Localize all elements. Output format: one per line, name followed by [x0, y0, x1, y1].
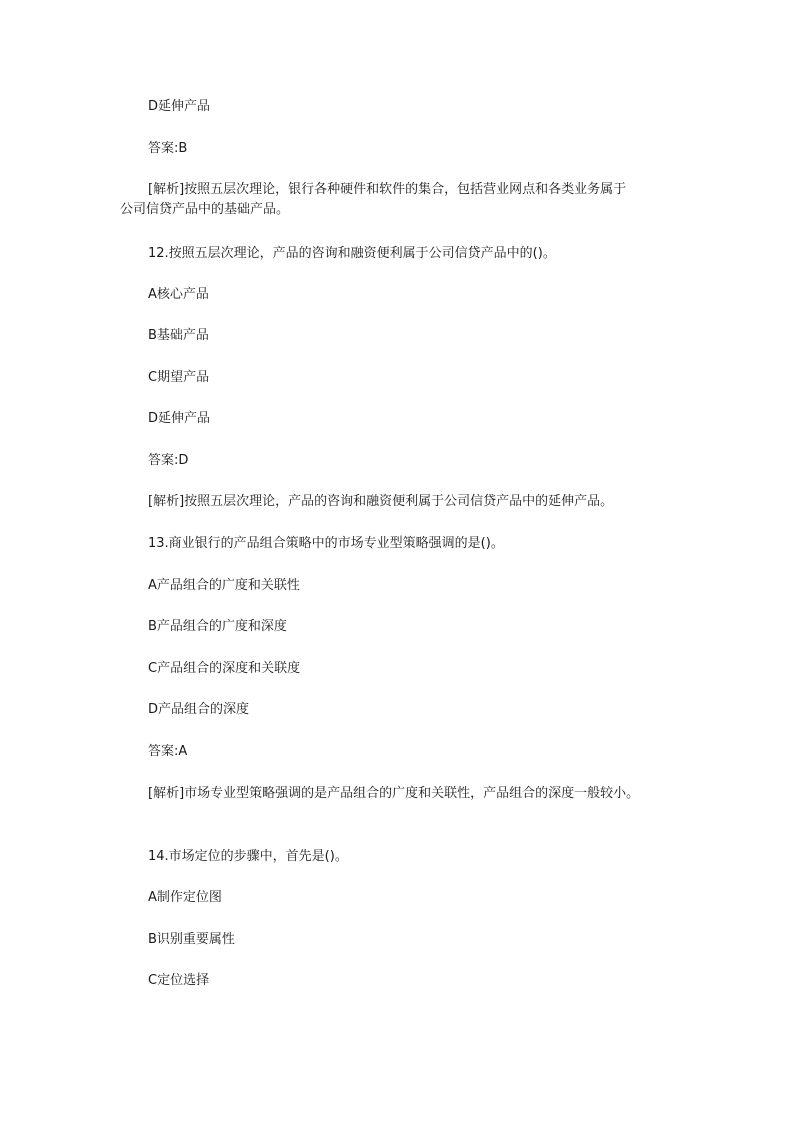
option-d: D延伸产品: [148, 411, 211, 426]
option-c: C定位选择: [148, 973, 210, 988]
option-b: B基础产品: [148, 328, 209, 343]
option-a: A核心产品: [148, 287, 209, 302]
option-d: D延伸产品: [148, 99, 211, 114]
option-a: A产品组合的广度和关联性: [148, 578, 300, 593]
question-14: 14.市场定位的步骤中，首先是()。: [148, 849, 348, 864]
option-b: B识别重要属性: [148, 932, 235, 947]
option-c: C产品组合的深度和关联度: [148, 661, 301, 676]
option-d: D产品组合的深度: [148, 702, 250, 717]
option-b: B产品组合的广度和深度: [148, 619, 287, 634]
option-c: C期望产品: [148, 370, 210, 385]
question-13: 13.商业银行的产品组合策略中的市场专业型策略强调的是()。: [148, 536, 504, 551]
analysis: [解析]市场专业型策略强调的是产品组合的广度和关联性，产品组合的深度一般较小。: [148, 786, 640, 801]
option-a: A制作定位图: [148, 890, 222, 905]
answer: 答案:A: [148, 744, 188, 759]
answer: 答案:D: [148, 453, 189, 468]
question-12: 12.按照五层次理论，产品的咨询和融资便利属于公司信贷产品中的()。: [148, 246, 556, 261]
analysis-continued: 公司信贷产品中的基础产品。: [120, 202, 290, 217]
analysis: [解析]按照五层次理论，银行各种硬件和软件的集合，包括营业网点和各类业务属于: [148, 182, 627, 197]
answer: 答案:B: [148, 141, 188, 156]
analysis: [解析]按照五层次理论，产品的咨询和融资便利属于公司信贷产品中的延伸产品。: [148, 494, 614, 509]
